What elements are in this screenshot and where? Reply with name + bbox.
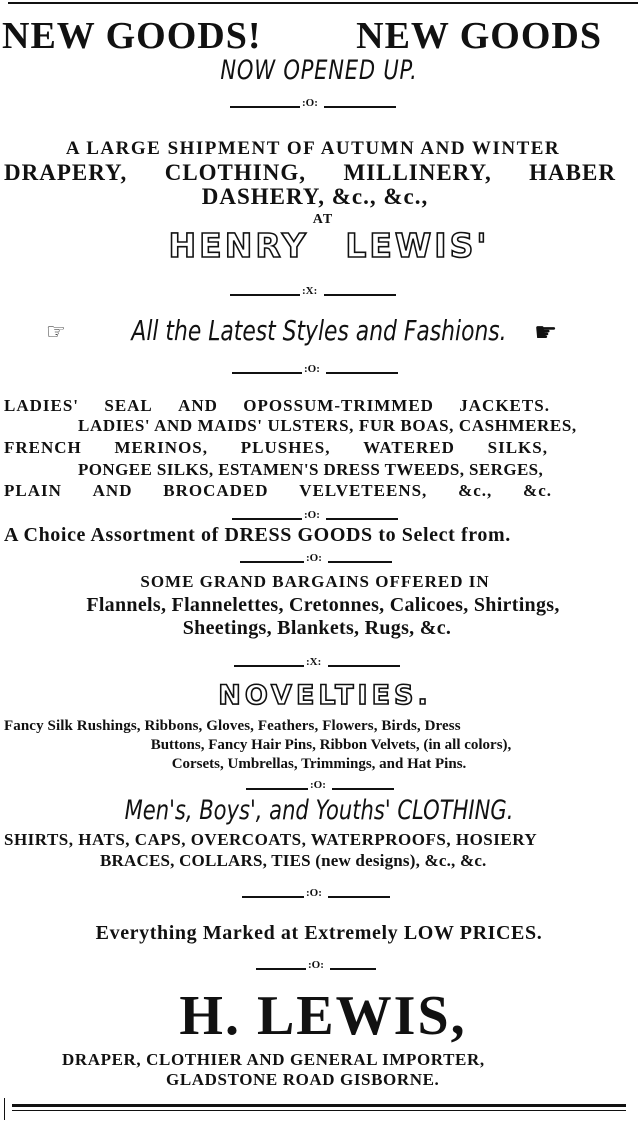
ladies-word: WATERED xyxy=(363,438,455,457)
ladies-line1 xyxy=(4,396,550,416)
footer-name: H. LEWIS, xyxy=(179,985,467,1047)
divider-mark: :O: xyxy=(302,97,318,109)
divider-rule xyxy=(234,656,400,669)
novelties-line2: Buttons, Fancy Hair Pins, Ribbon Velvets, (in all colors), xyxy=(150,737,512,753)
divider-rule xyxy=(232,509,398,522)
shipment-line2 xyxy=(4,160,616,186)
divider-mark: :O: xyxy=(306,552,322,564)
shipment-at: AT xyxy=(312,212,334,227)
ladies-word: JACKETS. xyxy=(459,396,550,415)
novelties-line1: Fancy Silk Rushings, Ribbons, Gloves, Feathers, Flowers, Birds, Dress xyxy=(4,718,461,734)
ladies-word: &c. xyxy=(523,481,552,500)
ladies-word: &c., xyxy=(458,481,493,500)
divider-rule xyxy=(240,552,392,565)
divider-mark: :O: xyxy=(308,959,324,971)
pointing-hand-icon: ☛ xyxy=(534,318,558,348)
shipment-word: HABER xyxy=(529,160,616,185)
ladies-word: PLUSHES, xyxy=(240,438,331,457)
headline-left: NEW GOODS! xyxy=(2,15,262,57)
clothing-line1: SHIRTS, HATS, CAPS, OVERCOATS, WATERPROOFS, HOSIERY xyxy=(4,830,538,849)
ladies-word: LADIES' xyxy=(4,396,80,415)
clothing-line2: BRACES, COLLARS, TIES (new designs), &c., &c. xyxy=(100,851,487,870)
choice-line: A Choice Assortment of DRESS GOODS to Select from. xyxy=(4,524,511,546)
footer-line2: GLADSTONE ROAD GISBORNE. xyxy=(166,1070,440,1089)
ladies-word: VELVETEENS, xyxy=(299,481,428,500)
ladies-line2: LADIES' AND MAIDS' ULSTERS, FUR BOAS, CASHMERES, xyxy=(78,416,577,435)
ladies-line4: PONGEE SILKS, ESTAMEN'S DRESS TWEEDS, SERGES, xyxy=(78,460,544,479)
divider-mark: :X: xyxy=(306,656,322,668)
ladies-word: OPOSSUM-TRIMMED xyxy=(243,396,434,415)
headline-right: NEW GOODS xyxy=(356,15,602,57)
divider-mark: :O: xyxy=(310,779,326,791)
bottom-border xyxy=(12,1104,626,1107)
shipment-word: DRAPERY, xyxy=(4,160,128,185)
ladies-line3 xyxy=(4,438,548,458)
shipment-word: CLOTHING, xyxy=(164,160,306,185)
ladies-word: SEAL xyxy=(104,396,153,415)
divider-rule xyxy=(246,779,394,792)
store-name: HENRY LEWIS' xyxy=(168,226,490,265)
divider-rule xyxy=(230,97,396,110)
headline xyxy=(2,14,602,58)
top-border xyxy=(8,2,638,4)
left-edge-rule xyxy=(4,1098,5,1120)
bargains-line2: Flannels, Flannelettes, Cretonnes, Calicoes, Shirtings, xyxy=(86,594,560,616)
ladies-word: AND xyxy=(92,481,133,500)
ladies-line5 xyxy=(4,481,552,501)
shipment-line3: DASHERY, &c., &c., xyxy=(201,184,429,209)
ladies-word: FRENCH xyxy=(4,438,82,457)
ladies-word: AND xyxy=(178,396,218,415)
bargains-line1: SOME GRAND BARGAINS OFFERED IN xyxy=(140,572,490,591)
pointing-hand-icon: ☞ xyxy=(46,320,66,345)
divider-mark: :O: xyxy=(304,509,320,521)
divider-rule xyxy=(232,363,398,376)
novelties-title: NOVELTIES. xyxy=(218,680,432,711)
headline-sub: NOW OPENED UP. xyxy=(220,55,418,86)
divider-rule xyxy=(256,959,376,972)
divider-mark: :X: xyxy=(302,285,318,297)
divider-rule xyxy=(230,285,396,298)
shipment-word: MILLINERY, xyxy=(343,160,492,185)
styles-line: All the Latest Styles and Fashions. xyxy=(131,314,507,347)
divider-mark: :O: xyxy=(306,887,322,899)
novelties-line3: Corsets, Umbrellas, Trimmings, and Hat Pins. xyxy=(171,756,467,772)
prices-line: Everything Marked at Extremely LOW PRICES. xyxy=(95,922,543,944)
bottom-border-thin xyxy=(12,1110,626,1111)
shipment-line1: A LARGE SHIPMENT OF AUTUMN AND WINTER xyxy=(65,138,561,159)
clothing-title: Men's, Boys', and Youths' CLOTHING. xyxy=(124,795,514,826)
divider-rule xyxy=(242,887,390,900)
ladies-word: SILKS, xyxy=(487,438,548,457)
ladies-word: BROCADED xyxy=(163,481,269,500)
ladies-word: MERINOS, xyxy=(114,438,208,457)
divider-mark: :O: xyxy=(304,363,320,375)
footer-line1: DRAPER, CLOTHIER AND GENERAL IMPORTER, xyxy=(62,1050,485,1069)
bargains-line3: Sheetings, Blankets, Rugs, &c. xyxy=(182,617,452,639)
styles-row xyxy=(0,314,638,350)
ladies-word: PLAIN xyxy=(4,481,62,500)
